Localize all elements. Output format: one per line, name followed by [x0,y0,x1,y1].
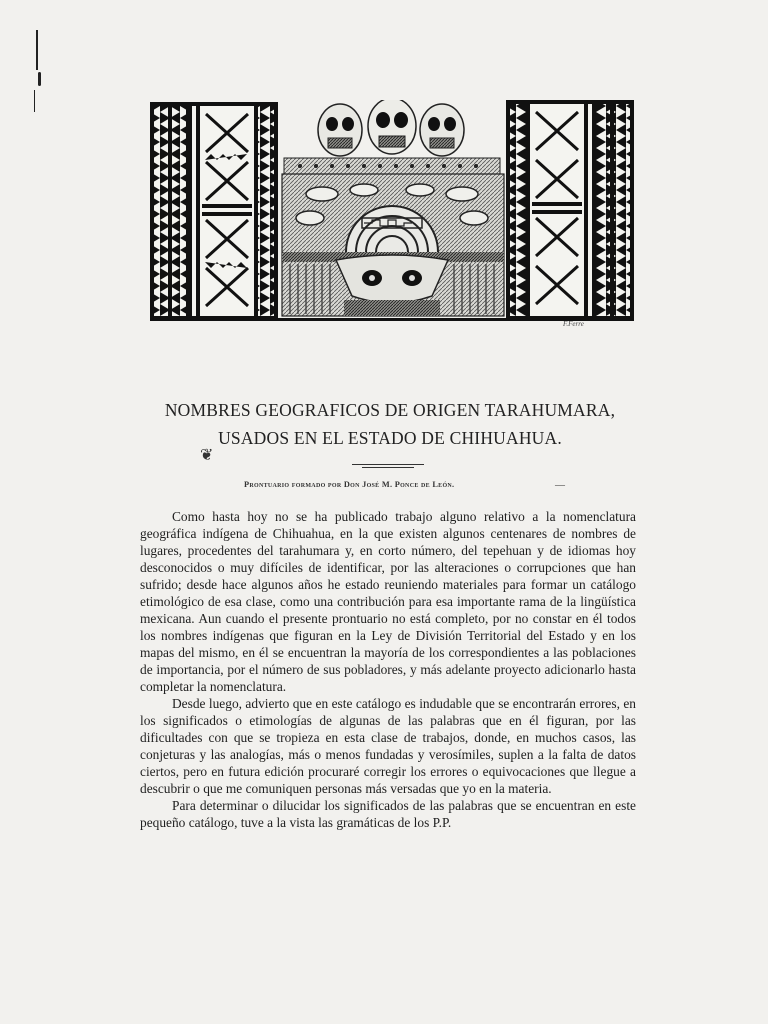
right-geometric-panel [506,100,634,320]
paragraph: Como hasta hoy no se ha publicado trabajo alguno relativo a la nomenclatura geográfica indígena de Chihuahua, en la que existen algunos centenares de nombres de lugares, procedentes del tarahumara y, en corto número, del tepehuan y de idiomas hoy desconocidos o muy difíciles de identificar, por las alteraciones o corrupciones que han sufrido; desde hace algunos años he estado reuniendo materiales para formar un catálogo etimológico de esa clase, como una contribución para esa importante rama de la lingüística mexicana. Aun cuando el presente prontuario no está completo, por no constar en él todos los nombres indígenas que figuran en la Ley de División Territorial del Estado y en los mapas del mismo, en él se encuentran la mayoría de los correspondientes a las poblaciones de importancia, por el número de sus pobladores, y más adelante proyecto adicionarlo hasta completar la nomenclatura. [140,509,636,694]
paragraph: Para determinar o dilucidar los significados de las palabras que se encuentran en este pequeño catálogo, tuve a la vista las gramáticas de los P.P. [140,798,636,830]
scan-margin-mark [38,72,41,86]
title-divider [362,467,414,468]
artist-signature: F.Ferre [563,320,584,328]
title-divider [352,464,424,465]
paragraph: Desde luego, advierto que en este catálogo es indudable que se encontrarán errores, en los significados o etimologías de algunas de las palabras que en él figuran, por las dificultades con que se tropieza en esta clase de trabajos, donde, en muchos casos, las conjeturas y las analogías, más o menos fundadas y verosímiles, suplen a la falta de datos ciertos, pero en futura edición procuraré corregir los errores o equivocaciones que llegue a descubrir o que me comuniquen personas más versadas que yo en la materia. [140,696,636,796]
scan-margin-mark [36,30,38,70]
ornament-mark: ❦ [200,447,214,464]
page-title-line-2: USADOS EN EL ESTADO DE CHIHUAHUA. [218,428,562,448]
left-geometric-panel [150,102,278,320]
scan-margin-mark [34,90,35,112]
central-skull-relief [278,100,506,320]
skull-relief-illustration [150,100,634,322]
author-byline: Prontuario formado por Don José M. Ponce de León. [244,480,455,489]
byline-dash-mark: — [555,480,565,491]
skull-row [318,100,464,156]
body-text [140,508,636,831]
page-title-line-1: NOMBRES GEOGRAFICOS DE ORIGEN TARAHUMARA, [164,400,616,420]
